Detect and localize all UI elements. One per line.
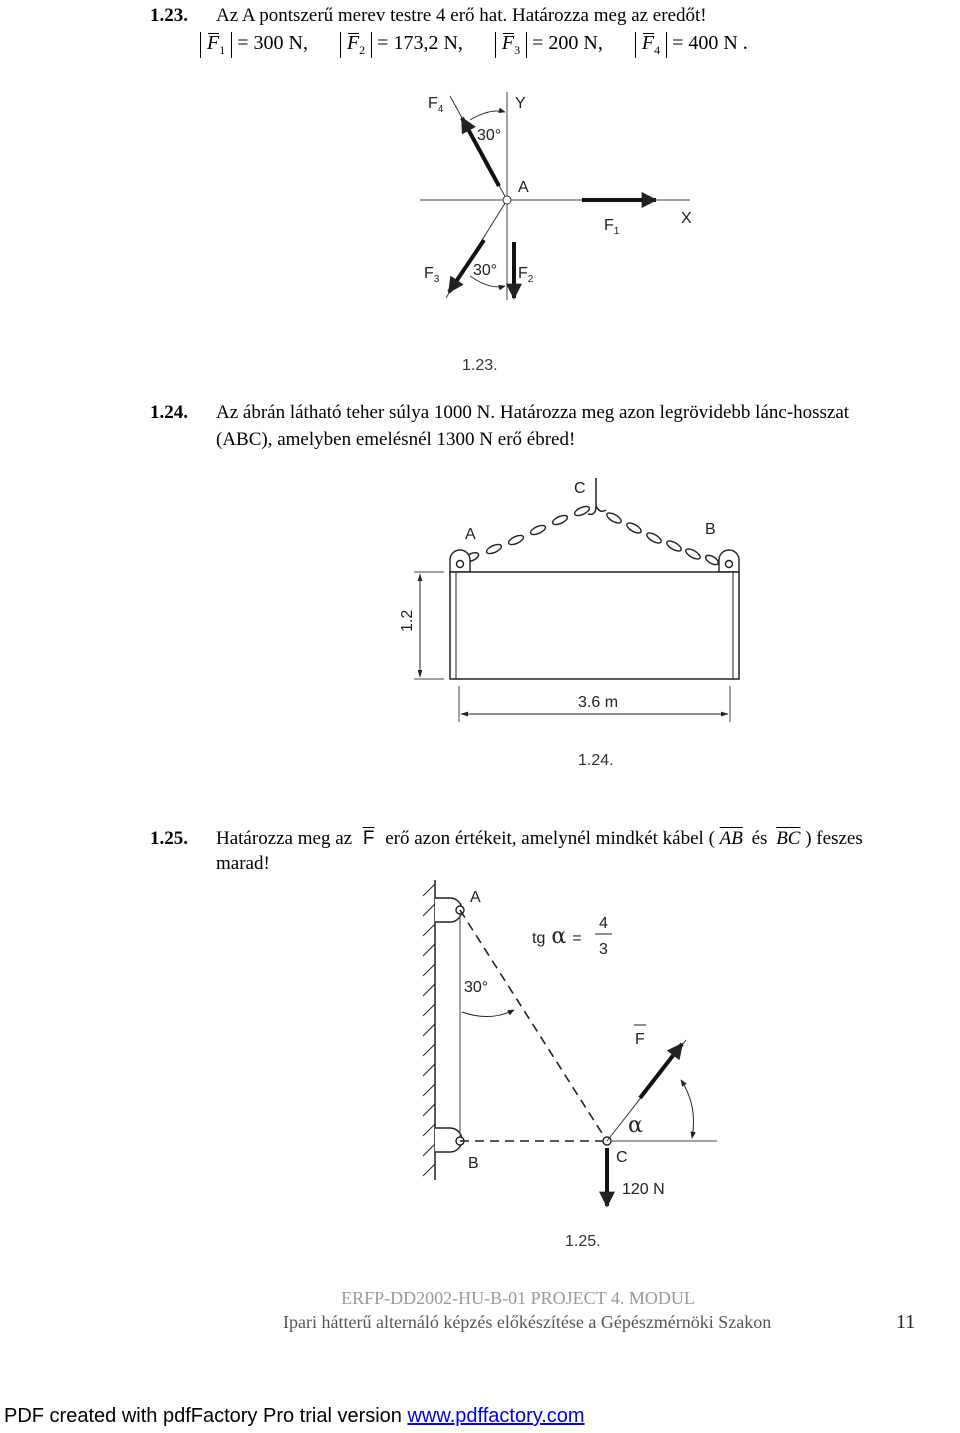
label-angle-30: 30° (464, 979, 489, 996)
problem-text-line2: (ABC), amelyben emelésnél 1300 N erő ébred! (216, 429, 576, 450)
label-a: A (470, 889, 481, 906)
hook-curl (588, 506, 606, 514)
label-f1: $F_1$ (604, 217, 620, 237)
problem-text-line2: marad! (216, 853, 270, 874)
label-f4: $F_4$ (428, 95, 444, 115)
force-f3-value: = 200 N, (532, 32, 603, 54)
angle-arc-30 (462, 1010, 514, 1017)
label-height: 1.2 (399, 609, 416, 632)
label-x: X (681, 210, 692, 227)
force-f1-value: = 300 N, (237, 32, 308, 54)
pdf-banner-link[interactable]: www.pdffactory.com (407, 1405, 585, 1427)
label-load: 120 N (622, 1181, 665, 1198)
label-b: B (468, 1155, 479, 1172)
label-c: C (616, 1149, 628, 1166)
page-number: 11 (896, 1311, 916, 1333)
f-arrow (640, 1044, 682, 1098)
problem-number: 1.24. (150, 402, 188, 423)
problem-number: 1.25. (150, 828, 188, 849)
figure-1-25 (0, 870, 960, 1230)
problem-number: 1.23. (150, 5, 188, 26)
force-f2-symbol: $F_2$ (340, 32, 372, 58)
figure-caption: 1.23. (462, 357, 498, 374)
label-b: B (705, 521, 716, 538)
label-angle-top: 30° (477, 127, 502, 144)
chain-right (605, 511, 719, 567)
label-width: 3.6 m (578, 694, 619, 711)
pdf-banner-text: PDF created with pdfFactory Pro trial version (4, 1405, 408, 1427)
label-alpha: α (628, 1113, 643, 1138)
footer-project-line: ERFP-DD2002-HU-B-01 PROJECT 4. MODUL (341, 1288, 695, 1308)
label-f3: $F_3$ (424, 265, 440, 285)
load-box (450, 572, 739, 679)
label-y: Y (515, 95, 526, 112)
problem-text-line1: Az ábrán látható teher súlya 1000 N. Határozza meg azon legrövidebb lánc-hosszat (216, 402, 850, 423)
label-c: C (574, 480, 586, 497)
label-angle-bottom: 30° (473, 262, 498, 279)
frac-numerator: 4 (599, 915, 608, 932)
force-f2-value: = 173,2 N, (377, 32, 463, 54)
force-f1-symbol: $F_1$ (200, 32, 232, 58)
problem-text-line1: Határozza meg az $\overline{F}$ erő azon értékeit, amelynél mindkét kábel ( $\overline{AB}$ és $\overline{BC}$ ) feszes (216, 828, 863, 849)
figure-1-24 (0, 470, 960, 740)
point-a (503, 196, 511, 204)
chain-left (464, 505, 591, 563)
figure-1-23 (0, 0, 960, 380)
force-f3-symbol: $F_3$ (495, 32, 527, 58)
figure-caption: 1.24. (578, 752, 614, 769)
force-f4-value: = 400 N . (672, 32, 748, 54)
label-f2: $F_2$ (518, 265, 534, 285)
problem-text: Az A pontszerű merev testre 4 erő hat. Határozza meg az eredőt! (216, 5, 707, 26)
frac-denominator: 3 (599, 941, 608, 958)
angle-arc-top (470, 111, 505, 120)
label-tg: tg α = (532, 924, 582, 949)
pdf-banner (4, 1405, 585, 1428)
label-f: F (635, 1031, 645, 1048)
label-a: A (465, 526, 476, 543)
angle-arc-alpha (681, 1080, 694, 1138)
figure-caption: 1.25. (565, 1233, 601, 1250)
footer-course-line: Ipari hátterű alternáló képzés előkészítése a Gépészmérnöki Szakon (283, 1312, 772, 1332)
wall-hatching (423, 884, 435, 1176)
lug-left-hole (457, 561, 464, 568)
force-f4-symbol: $F_4$ (635, 32, 667, 58)
label-a: A (518, 179, 529, 196)
lug-right-hole (726, 561, 733, 568)
